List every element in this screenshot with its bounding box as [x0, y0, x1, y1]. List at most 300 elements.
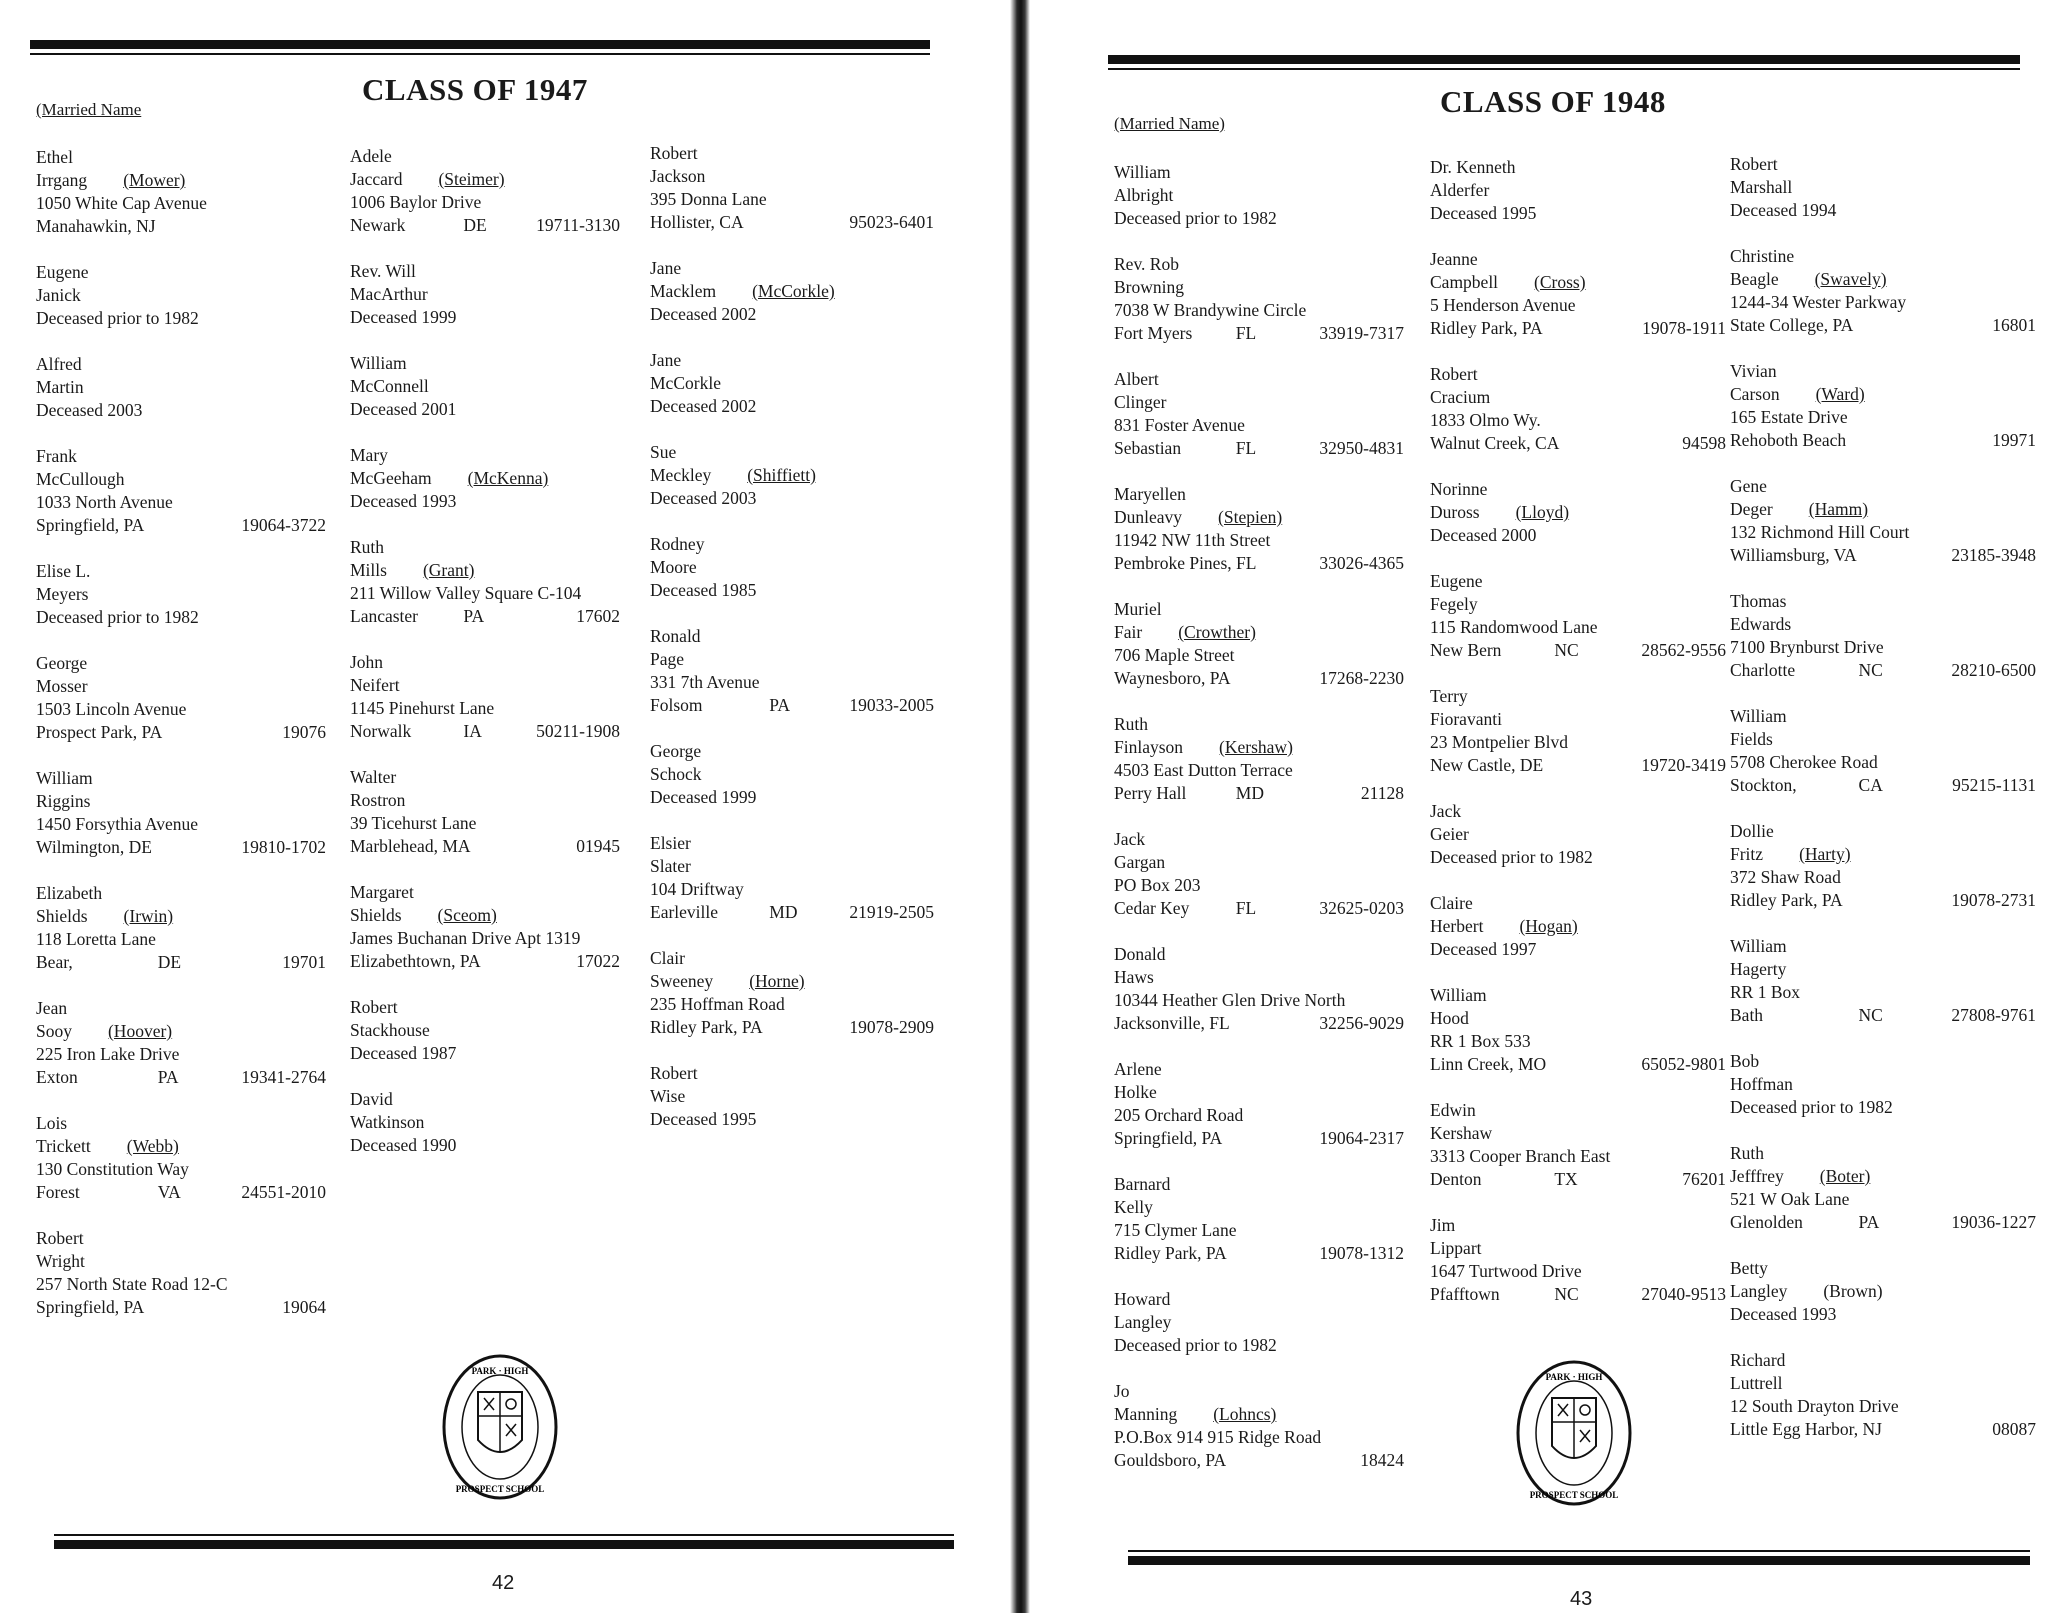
alumni-entry: [1114, 943, 1404, 1035]
state: DE: [463, 215, 487, 235]
last-name: Clinger: [1114, 392, 1167, 412]
school-seal-icon: [1514, 1358, 1634, 1508]
city-line: [1430, 317, 1726, 340]
city-line: [1430, 1053, 1726, 1076]
last-name: Fair: [1114, 622, 1143, 642]
street-address: 11942 NW 11th Street: [1114, 530, 1271, 550]
last-name: Moore: [650, 557, 697, 577]
column-2: [1430, 156, 1726, 1329]
last-name-line: [1430, 501, 1726, 524]
city: State College, PA: [1730, 315, 1854, 335]
alumni-entry: [350, 766, 620, 858]
last-name-line: [1114, 1081, 1404, 1104]
last-name: Fields: [1730, 729, 1773, 749]
last-name-line: [1114, 184, 1404, 207]
alumni-entry: [650, 947, 934, 1039]
bottom-rule: [1128, 1556, 2030, 1565]
last-name: Riggins: [36, 791, 91, 811]
first-name: David: [350, 1089, 393, 1109]
first-name: Clair: [650, 948, 685, 968]
alumni-entry: [36, 767, 326, 859]
last-name-line: [1430, 271, 1726, 294]
first-name: Sue: [650, 442, 677, 462]
first-name: Eugene: [36, 262, 89, 282]
city: Rehoboth Beach: [1730, 430, 1847, 450]
alumni-entry: [1430, 800, 1726, 869]
last-name: McGeeham: [350, 468, 432, 488]
zip-code: 32950-4831: [1319, 438, 1404, 458]
last-name: McCorkle: [650, 373, 721, 393]
bottom-rule: [54, 1540, 954, 1549]
city: Marblehead, MA: [350, 836, 471, 856]
alumni-entry: [1430, 1214, 1726, 1306]
last-name-line: [36, 790, 326, 813]
zip-code: 95215-1131: [1952, 775, 2036, 795]
first-name: George: [650, 741, 702, 761]
city-line: [36, 951, 326, 974]
first-name: Donald: [1114, 944, 1166, 964]
first-name: Jeanne: [1430, 249, 1478, 269]
deceased-note: Deceased 1993: [1730, 1304, 1837, 1324]
last-name-line: [350, 467, 620, 490]
last-name: Rostron: [350, 790, 406, 810]
alumni-entry: [36, 261, 326, 330]
last-name: Fioravanti: [1430, 709, 1502, 729]
zip-code: 17602: [576, 606, 620, 626]
city-line: [350, 835, 620, 858]
last-name: Irrgang: [36, 170, 88, 190]
city: Ridley Park, PA: [1730, 890, 1843, 910]
zip-code: 94598: [1682, 433, 1726, 453]
zip-code: 19701: [282, 952, 326, 972]
last-name: Mills: [350, 560, 387, 580]
page-title: CLASS OF 1948: [1440, 84, 1666, 119]
city-line: [36, 1296, 326, 1319]
last-name-line: [350, 1019, 620, 1042]
married-name: (Lloyd): [1515, 502, 1570, 522]
alumni-entry: [36, 445, 326, 537]
street-address: 130 Constitution Way: [36, 1159, 189, 1179]
alumni-entry: [1114, 483, 1404, 575]
last-name: Mosser: [36, 676, 88, 696]
last-name-line: [650, 1085, 934, 1108]
alumni-entry: [650, 625, 934, 717]
city: Ridley Park, PA: [650, 1017, 763, 1037]
married-name: (Steimer): [438, 169, 505, 189]
last-name-line: [1114, 966, 1404, 989]
first-name: Dollie: [1730, 821, 1774, 841]
zip-code: 28210-6500: [1951, 660, 2036, 680]
zip-code: 65052-9801: [1641, 1054, 1726, 1074]
zip-code: 17022: [576, 951, 620, 971]
last-name: Fritz: [1730, 844, 1764, 864]
first-name: Vivian: [1730, 361, 1777, 381]
married-name: (Irwin): [123, 906, 174, 926]
zip-code: 19033-2005: [849, 695, 934, 715]
last-name-line: [36, 1250, 326, 1273]
last-name-line: [1730, 843, 2036, 866]
last-name-line: [1430, 915, 1726, 938]
first-name: Ruth: [1114, 714, 1149, 734]
alumni-entry: [1730, 245, 2036, 337]
deceased-note: Deceased 2002: [650, 396, 757, 416]
last-name-line: [650, 648, 934, 671]
first-name: Alfred: [36, 354, 82, 374]
alumni-entry: [36, 997, 326, 1089]
city-line: [1114, 1127, 1404, 1150]
street-address: 831 Foster Avenue: [1114, 415, 1245, 435]
alumni-entry: [1430, 363, 1726, 455]
city-line: [1730, 429, 2036, 452]
zip-code: 27808-9761: [1951, 1005, 2036, 1025]
married-name-label: (Married Name): [1114, 114, 1225, 133]
city: Wilmington, DE: [36, 837, 152, 857]
first-name: Claire: [1430, 893, 1473, 913]
first-name: Albert: [1114, 369, 1159, 389]
city: Sebastian: [1114, 438, 1182, 458]
last-name-line: [1730, 383, 2036, 406]
city-line: [36, 721, 326, 744]
last-name-line: [1730, 958, 2036, 981]
deceased-note: Deceased 2001: [350, 399, 457, 419]
last-name-line: [650, 556, 934, 579]
first-name: Robert: [650, 143, 698, 163]
deceased-note: Deceased 1995: [1430, 203, 1537, 223]
alumni-entry: [1730, 475, 2036, 567]
last-name-line: [350, 674, 620, 697]
zip-code: 19064-3722: [241, 515, 326, 535]
city-line: [650, 694, 934, 717]
street-address: 331 7th Avenue: [650, 672, 760, 692]
last-name-line: [650, 280, 934, 303]
married-name: (Ward): [1815, 384, 1865, 404]
alumni-entry: [650, 142, 934, 234]
last-name: Jefffrey: [1730, 1166, 1784, 1186]
page-title: CLASS OF 1947: [362, 72, 588, 107]
first-name: Robert: [350, 997, 398, 1017]
alumni-entry: [1114, 368, 1404, 460]
page-number: 43: [1570, 1588, 1593, 1610]
first-name: Elsier: [650, 833, 691, 853]
last-name: Slater: [650, 856, 691, 876]
first-name: Terry: [1430, 686, 1468, 706]
street-address: 118 Loretta Lane: [36, 929, 156, 949]
first-name: Jane: [650, 258, 682, 278]
alumni-entry: [36, 882, 326, 974]
first-name: William: [350, 353, 407, 373]
alumni-entry: [1430, 478, 1726, 547]
zip-code: 28562-9556: [1641, 640, 1726, 660]
deceased-note: Deceased 1997: [1430, 939, 1537, 959]
top-rule: [30, 40, 930, 49]
last-name: Lippart: [1430, 1238, 1482, 1258]
state: IA: [463, 721, 482, 741]
alumni-entry: [650, 257, 934, 326]
city: Forest: [36, 1182, 80, 1202]
last-name-line: [350, 283, 620, 306]
last-name-line: [1430, 386, 1726, 409]
last-name-line: [1114, 1196, 1404, 1219]
deceased-note: Deceased 1999: [350, 307, 457, 327]
zip-code: 27040-9513: [1641, 1284, 1726, 1304]
city: Gouldsboro, PA: [1114, 1450, 1227, 1470]
alumni-entry: [36, 652, 326, 744]
street-address: 1833 Olmo Wy.: [1430, 410, 1541, 430]
alumni-entry: [650, 1062, 934, 1131]
deceased-note: Deceased 1995: [650, 1109, 757, 1129]
last-name: Meyers: [36, 584, 89, 604]
top-rule: [1108, 55, 2020, 64]
last-name: Shields: [36, 906, 88, 926]
married-name: (Harty): [1799, 844, 1851, 864]
first-name: Arlene: [1114, 1059, 1162, 1079]
last-name-line: [1730, 1280, 2036, 1303]
last-name-line: [650, 372, 934, 395]
city: Charlotte: [1730, 660, 1796, 680]
last-name-line: [1730, 613, 2036, 636]
last-name: Watkinson: [350, 1112, 425, 1132]
last-name: McConnell: [350, 376, 429, 396]
first-name: John: [350, 652, 384, 672]
city: Denton: [1430, 1169, 1482, 1189]
first-name: Ruth: [1730, 1143, 1765, 1163]
city-line: [36, 215, 326, 238]
married-name: (Sceom): [437, 905, 497, 925]
last-name: Cracium: [1430, 387, 1491, 407]
last-name: McCullough: [36, 469, 125, 489]
alumni-entry: [1114, 1173, 1404, 1265]
street-address: 104 Driftway: [650, 879, 744, 899]
alumni-entry: [36, 1112, 326, 1204]
zip-code: 18424: [1360, 1450, 1404, 1470]
deceased-note: Deceased prior to 1982: [1114, 1335, 1277, 1355]
last-name-line: [350, 559, 620, 582]
last-name-line: [36, 284, 326, 307]
married-name: (Shiffiett): [747, 465, 816, 485]
state: NC: [1554, 640, 1579, 660]
alumni-entry: [1730, 1142, 2036, 1234]
first-name: Ronald: [650, 626, 701, 646]
deceased-note: Deceased 1990: [350, 1135, 457, 1155]
alumni-entry: [1114, 253, 1404, 345]
first-name: Edwin: [1430, 1100, 1476, 1120]
alumni-entry: [1730, 590, 2036, 682]
last-name-line: [650, 464, 934, 487]
last-name-line: [36, 468, 326, 491]
last-name-line: [1430, 1237, 1726, 1260]
first-name: Jim: [1430, 1215, 1456, 1235]
first-name: Elizabeth: [36, 883, 103, 903]
deceased-note: Deceased 2002: [650, 304, 757, 324]
first-name: Robert: [1430, 364, 1478, 384]
last-name-line: [1114, 1311, 1404, 1334]
married-name: (Brown): [1823, 1281, 1883, 1301]
last-name: Carson: [1730, 384, 1780, 404]
last-name: Stackhouse: [350, 1020, 430, 1040]
city-line: [1114, 782, 1404, 805]
zip-code: 23185-3948: [1951, 545, 2036, 565]
city: Glenolden: [1730, 1212, 1803, 1232]
last-name: Manning: [1114, 1404, 1178, 1424]
zip-code: 19810-1702: [241, 837, 326, 857]
deceased-note: Deceased prior to 1982: [36, 607, 199, 627]
married-name: (Mower): [123, 170, 186, 190]
street-address: 132 Richmond Hill Court: [1730, 522, 1910, 542]
city-line: [1730, 314, 2036, 337]
alumni-entry: [1430, 685, 1726, 777]
deceased-note: Deceased 2003: [36, 400, 143, 420]
zip-code: 19078-2731: [1951, 890, 2036, 910]
city: Cedar Key: [1114, 898, 1190, 918]
last-name-line: [350, 789, 620, 812]
last-name: MacArthur: [350, 284, 428, 304]
alumni-entry: [350, 536, 620, 628]
alumni-entry: [1430, 570, 1726, 662]
last-name: Herbert: [1430, 916, 1484, 936]
deceased-note: Deceased prior to 1982: [1730, 1097, 1893, 1117]
state: DE: [157, 952, 182, 972]
first-name: Lois: [36, 1113, 68, 1133]
zip-code: 19078-1911: [1642, 318, 1726, 338]
city: Elizabethtown, PA: [350, 951, 481, 971]
city-line: [1730, 544, 2036, 567]
zip-code: 76201: [1682, 1169, 1726, 1189]
last-name: Beagle: [1730, 269, 1779, 289]
city: New Castle, DE: [1430, 755, 1544, 775]
street-address: 7038 W Brandywine Circle: [1114, 300, 1307, 320]
last-name-line: [1730, 268, 2036, 291]
zip-code: 19971: [1992, 430, 2036, 450]
city: Ridley Park, PA: [1114, 1243, 1227, 1263]
street-address: James Buchanan Drive Apt 1319: [350, 928, 581, 948]
last-name: Gargan: [1114, 852, 1166, 872]
street-address: 3313 Cooper Branch East: [1430, 1146, 1611, 1166]
city: Linn Creek, MO: [1430, 1054, 1547, 1074]
last-name-line: [650, 855, 934, 878]
first-name: Rev. Will: [350, 261, 416, 281]
zip-code: 19341-2764: [241, 1067, 326, 1087]
last-name-line: [36, 905, 326, 928]
last-name: Hood: [1430, 1008, 1469, 1028]
alumni-entry: [1730, 360, 2036, 452]
alumni-entry: [650, 441, 934, 510]
last-name-line: [1430, 708, 1726, 731]
zip-code: 33919-7317: [1319, 323, 1404, 343]
zip-code: 32625-0203: [1319, 898, 1404, 918]
last-name: Martin: [36, 377, 84, 397]
last-name: Luttrell: [1730, 1373, 1783, 1393]
city: Exton: [36, 1067, 78, 1087]
city-line: [1114, 322, 1404, 345]
deceased-note: Deceased 1999: [650, 787, 757, 807]
city: Manahawkin, NJ: [36, 216, 156, 236]
last-name: Marshall: [1730, 177, 1793, 197]
city-line: [1730, 1004, 2036, 1027]
street-address: 165 Estate Drive: [1730, 407, 1848, 427]
last-name-line: [36, 1020, 326, 1043]
last-name: Fegely: [1430, 594, 1478, 614]
street-address: 1647 Turtwood Drive: [1430, 1261, 1582, 1281]
city-line: [350, 214, 620, 237]
city-line: [1114, 552, 1404, 575]
street-address: RR 1 Box: [1730, 982, 1801, 1002]
last-name-line: [1114, 736, 1404, 759]
state: PA: [157, 1067, 179, 1087]
first-name: William: [1430, 985, 1487, 1005]
street-address: 521 W Oak Lane: [1730, 1189, 1850, 1209]
city-line: [350, 720, 620, 743]
city: Pembroke Pines, FL: [1114, 553, 1257, 573]
first-name: Jo: [1114, 1381, 1130, 1401]
alumni-entry: [350, 145, 620, 237]
column-1: [36, 146, 326, 1342]
city-line: [650, 1016, 934, 1039]
last-name-line: [36, 675, 326, 698]
alumni-entry: [1114, 1058, 1404, 1150]
state: FL: [1235, 438, 1257, 458]
alumni-entry: [1730, 1050, 2036, 1119]
zip-code: 19036-1227: [1951, 1212, 2036, 1232]
last-name-line: [36, 583, 326, 606]
svg-text:PROSPECT SCHOOL: PROSPECT SCHOOL: [455, 1484, 545, 1494]
last-name: Janick: [36, 285, 81, 305]
alumni-entry: [350, 352, 620, 421]
last-name: Finlayson: [1114, 737, 1184, 757]
zip-code: 19711-3130: [536, 215, 620, 235]
last-name: Geier: [1430, 824, 1469, 844]
deceased-note: Deceased 2000: [1430, 525, 1537, 545]
last-name-line: [650, 165, 934, 188]
street-address: 4503 East Dutton Terrace: [1114, 760, 1293, 780]
last-name: Schock: [650, 764, 702, 784]
city: Perry Hall: [1114, 783, 1187, 803]
street-address: 5 Henderson Avenue: [1430, 295, 1576, 315]
married-name: (Webb): [126, 1136, 179, 1156]
last-name-line: [650, 970, 934, 993]
street-address: 1006 Baylor Drive: [350, 192, 482, 212]
last-name-line: [350, 904, 620, 927]
last-name: Neifert: [350, 675, 400, 695]
last-name: Wise: [650, 1086, 686, 1106]
last-name: Haws: [1114, 967, 1154, 987]
last-name-line: [1114, 276, 1404, 299]
deceased-note: Deceased 2003: [650, 488, 757, 508]
zip-code: 19078-2909: [849, 1017, 934, 1037]
last-name: Jaccard: [350, 169, 403, 189]
city: Pfafftown: [1430, 1284, 1500, 1304]
last-name: Hagerty: [1730, 959, 1787, 979]
zip-code: 19064-2317: [1319, 1128, 1404, 1148]
street-address: 1503 Lincoln Avenue: [36, 699, 187, 719]
state: PA: [769, 695, 791, 715]
zip-code: 21128: [1360, 783, 1404, 803]
city: Jacksonville, FL: [1114, 1013, 1230, 1033]
street-address: 395 Donna Lane: [650, 189, 767, 209]
state: CA: [1858, 775, 1883, 795]
street-address: 10344 Heather Glen Drive North: [1114, 990, 1346, 1010]
first-name: Robert: [650, 1063, 698, 1083]
married-name: (Lohncs): [1213, 1404, 1277, 1424]
alumni-entry: [350, 1088, 620, 1157]
column-2: [350, 145, 620, 1180]
last-name-line: [1430, 1007, 1726, 1030]
last-name: Langley: [1730, 1281, 1788, 1301]
zip-code: 32256-9029: [1319, 1013, 1404, 1033]
married-name: (Kershaw): [1219, 737, 1293, 757]
street-address: P.O.Box 914 915 Ridge Road: [1114, 1427, 1322, 1447]
alumni-entry: [350, 444, 620, 513]
alumni-entry: [1730, 1349, 2036, 1441]
